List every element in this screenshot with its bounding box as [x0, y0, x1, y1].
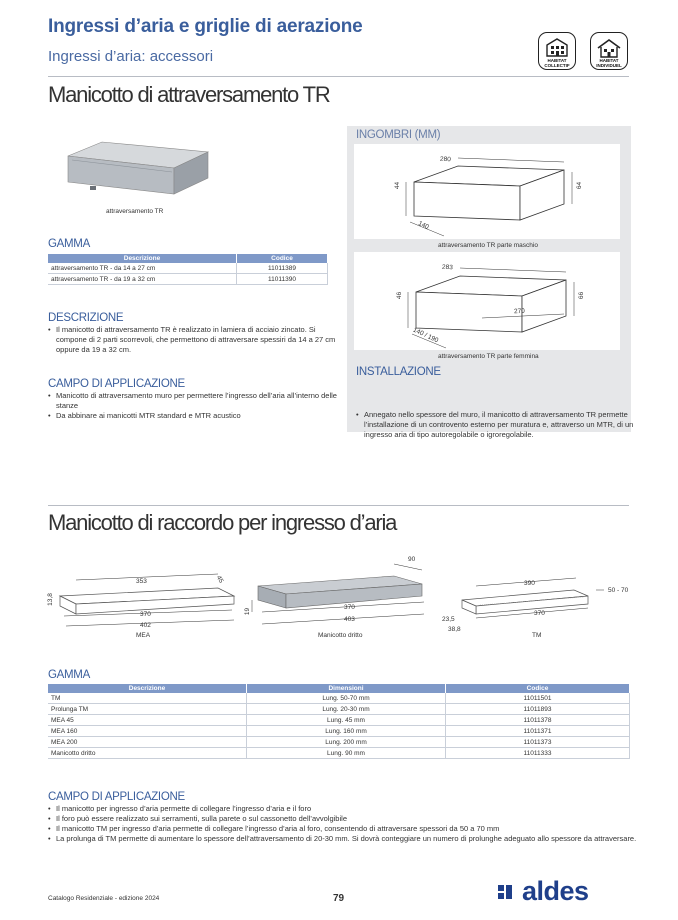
- dim-label: 50 - 70: [608, 587, 629, 594]
- dim-label: 353: [136, 578, 147, 585]
- drawing-caption: Manicotto dritto: [318, 632, 363, 639]
- product-title: Manicotto di attraversamento TR: [48, 82, 330, 107]
- dim-label: 45: [214, 574, 225, 585]
- descrizione-title: DESCRIZIONE: [48, 312, 124, 324]
- page-number: 79: [333, 893, 345, 904]
- campo-list: [48, 391, 338, 421]
- cell: Manicotto dritto: [48, 748, 247, 759]
- cell: Lung. 20-30 mm: [247, 704, 446, 715]
- section-title: Ingressi d’aria e griglie di aerazione: [48, 16, 363, 37]
- product-image-tr: [62, 138, 212, 208]
- table-row: [48, 693, 630, 704]
- col-header: Descrizione: [48, 254, 237, 263]
- drawing-caption: MEA: [136, 632, 151, 639]
- dim-label: 140 / 190: [411, 326, 440, 345]
- badge-label-line1: HABITAT: [599, 58, 619, 63]
- gamma-title: GAMMA: [48, 669, 90, 681]
- cell: 11011390: [237, 274, 328, 285]
- gamma-title: GAMMA: [48, 238, 90, 250]
- cell: Lung. 45 mm: [247, 715, 446, 726]
- dim-label: 402: [140, 622, 151, 629]
- table-row: [48, 748, 630, 759]
- cell: attraversamento TR - da 14 a 27 cm: [48, 263, 237, 274]
- dim-label: 23,5: [442, 616, 455, 623]
- col-header: Dimensioni: [247, 684, 446, 693]
- dim-label: 270: [513, 307, 526, 316]
- product-title: Manicotto di raccordo per ingresso d’aria: [48, 510, 397, 535]
- drawing-box-maschio: [354, 144, 620, 239]
- apartment-building-icon: [539, 36, 575, 60]
- aldes-logo: [498, 876, 589, 907]
- list-item: • Il manicotto per ingresso d’aria permette di collegare l’ingresso d’aria e il foro: [48, 804, 638, 814]
- descrizione-text: • Il manicotto di attraversamento TR è realizzato in lamiera di acciaio zincato. Si compone di 2 parti scorrevoli, che permettono di attraversare spessiri da 14 a 27 cm oppure da 19 a 32 cm.: [48, 325, 346, 355]
- gamma-table: [48, 254, 328, 285]
- dim-label: 64: [576, 181, 584, 190]
- dim-label: 283: [441, 263, 454, 272]
- badge-label-line2: COLLECTIF: [544, 63, 570, 68]
- drawing-caption: TM: [532, 632, 542, 639]
- cell: 11011378: [446, 715, 630, 726]
- list-item: • Manicotto di attraversamento muro per permettere l’ingresso dell’aria all’interno delle stanze: [48, 391, 338, 411]
- cell: Lung. 200 mm: [247, 737, 446, 748]
- list-item: • Il foro può essere realizzato sui serramenti, sulla parete o sul cassonetto dell’avvolgibile: [48, 814, 638, 824]
- drawing-box-femmina: [354, 252, 620, 350]
- dim-label: 90: [408, 556, 416, 563]
- campo-title: CAMPO DI APPLICAZIONE: [48, 791, 185, 803]
- table-row: [48, 737, 630, 748]
- dim-label: 370: [344, 604, 355, 611]
- dim-label: 390: [524, 580, 535, 587]
- divider: [48, 76, 629, 77]
- dim-label: 370: [140, 611, 151, 618]
- cell: MEA 200: [48, 737, 247, 748]
- col-header: Codice: [446, 684, 630, 693]
- dim-label: 140: [417, 220, 430, 231]
- cell: 11011373: [446, 737, 630, 748]
- cell: TM: [48, 693, 247, 704]
- cell: Lung. 90 mm: [247, 748, 446, 759]
- list-item: • Il manicotto TM per ingresso d’aria permette di collegare l’ingresso d’aria al foro, consentendo di attraversare spessori da 50 a 70 mm: [48, 824, 638, 834]
- list-item: • Da abbinare ai manicotti MTR standard e MTR acustico: [48, 411, 338, 421]
- table-row: [48, 704, 630, 715]
- table-row: [48, 274, 328, 285]
- drawing-manicotto-dritto: [244, 556, 434, 634]
- table-row: [48, 726, 630, 737]
- col-header: Codice: [237, 254, 328, 263]
- dim-label: 280: [439, 155, 452, 164]
- cell: 11011371: [446, 726, 630, 737]
- col-header: Descrizione: [48, 684, 247, 693]
- drawing-femmina: [354, 252, 620, 350]
- table-row: [48, 715, 630, 726]
- badge-label-line2: INDIVIDUEL: [596, 63, 622, 68]
- divider: [48, 505, 629, 506]
- drawing-caption: attraversamento TR parte maschio: [438, 242, 538, 249]
- house-icon: [591, 36, 627, 60]
- drawing-maschio: [354, 144, 620, 239]
- list-item: • La prolunga di TM permette di aumentare lo spessore dell’attraversamento di 20-30 mm. Si dovrà conteggiare un numero di prolunghe adeguato allo spessore da attraversare.: [48, 834, 638, 844]
- cell: Lung. 160 mm: [247, 726, 446, 737]
- cell: 11011893: [446, 704, 630, 715]
- cell: MEA 45: [48, 715, 247, 726]
- table-row: [48, 263, 328, 274]
- habitat-individuel-badge: [590, 32, 628, 70]
- cell: 11011389: [237, 263, 328, 274]
- cell: Prolunga TM: [48, 704, 247, 715]
- campo-list: [48, 804, 638, 844]
- campo-title: CAMPO DI APPLICAZIONE: [48, 378, 185, 390]
- dim-label: 66: [578, 291, 586, 300]
- dim-label: 403: [344, 616, 355, 623]
- badge-label-line1: HABITAT: [547, 58, 567, 63]
- cell: 11011333: [446, 748, 630, 759]
- aldes-logo-text: aldes: [522, 876, 589, 906]
- aldes-logo-icon: [498, 881, 520, 903]
- dim-label: 44: [394, 181, 402, 190]
- ingombri-title: INGOMBRI (MM): [356, 129, 441, 141]
- cell: MEA 160: [48, 726, 247, 737]
- dim-label: 38,8: [448, 626, 461, 633]
- habitat-collectif-badge: [538, 32, 576, 70]
- dim-label: 19: [244, 607, 252, 616]
- cell: Lung. 50-70 mm: [247, 693, 446, 704]
- image-caption: attraversamento TR: [106, 208, 164, 215]
- gamma-table: [48, 684, 630, 759]
- installazione-text: • Annegato nello spessore del muro, il manicotto di attraversamento TR permette l’installazione di un controvento esterno per muratura e, attraverso un MTR, di un ingresso aria di tipo autoregolabile o igroregolabile.: [356, 410, 636, 440]
- cell: 11011501: [446, 693, 630, 704]
- dim-label: 46: [396, 291, 404, 300]
- section-subtitle: Ingressi d’aria: accessori: [48, 48, 214, 65]
- drawing-caption: attraversamento TR parte femmina: [438, 353, 539, 360]
- footer-catalog: Catalogo Residenziale - edizione 2024: [48, 895, 160, 902]
- dim-label: 13,8: [46, 593, 54, 606]
- dim-label: 370: [534, 610, 545, 617]
- cell: attraversamento TR - da 19 a 32 cm: [48, 274, 237, 285]
- installazione-title: INSTALLAZIONE: [356, 366, 441, 378]
